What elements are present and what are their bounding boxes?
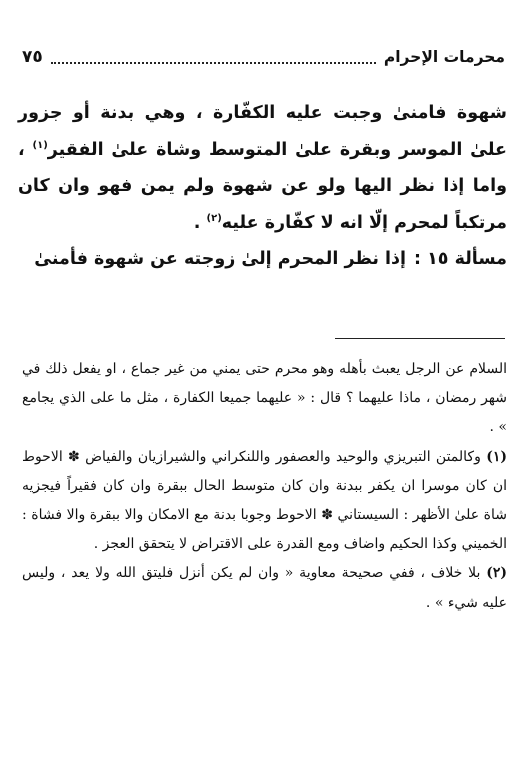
footnote-ref-1: (١) [32, 139, 48, 151]
footnote-number: (٢) [486, 565, 508, 582]
footnote-1 [22, 443, 507, 560]
footnote-2 [22, 559, 507, 617]
issue-heading [18, 241, 507, 278]
footnote-number: (١) [486, 448, 507, 465]
running-title: محرمات الإحرام [383, 48, 505, 66]
footnote-separator [335, 338, 505, 339]
footnotes [22, 355, 507, 618]
header-dotted-leader [51, 50, 376, 64]
main-text [18, 95, 507, 278]
page-header [22, 44, 505, 70]
issue-label: مسألة ١٥ : [414, 249, 507, 269]
main-paragraph [18, 95, 507, 241]
footnote-text: بلا خلاف ، ففي صحيحة معاوية « وان لم يكن أنزل فليتق الله ولا يعد ، وليس عليه شيء » . [22, 565, 507, 611]
footnote-continuation: السلام عن الرجل يعبث بأهله وهو محرم حتى يمني من غير جماع ، او يفعل ذلك في شهر رمضان ، ماذا عليهما ؟ قال : « عليهما جميعا الكفارة ، مثل ما على الذي يجامع » . [22, 361, 507, 436]
page-number: ٧٥ [22, 47, 43, 67]
main-text-part: شهوة فامنىٰ وجبت عليه الكفّارة ، وهي بدنة أو جزور علىٰ الموسر وبقرة علىٰ المتوسط وشاة علىٰ الفقير [18, 103, 507, 160]
main-text-part: ، واما إذا نظر اليها ولو عن شهوة ولم يمن فهو وان كان مرتكباً لمحرم إلّا انه لا كفّارة عليه [18, 139, 507, 233]
issue-text: إذا نظر المحرم إلىٰ زوجته عن شهوة فأمنىٰ [34, 249, 407, 269]
footnote-text: وكالمتن التبريزي والوحيد والعصفور واللنكراني والشيرازيان والفياض ✽ الاحوط ان كان موسرا ان يكفر ببدنة وان كان متوسط الحال ببقرة وان كان فقيراً فيجزيه شاة علىٰ الأظهر : السيستاني ✽ الاحوط وجوبا بدنة مع الامكان والا ببقرة والا فشاة : الخميني وكذا الحكيم واضاف ومع القدرة على الاقتراض لا يتحقق العجز . [22, 448, 507, 553]
main-text-part: . [193, 212, 207, 233]
footnote-ref-2: (٢) [206, 212, 222, 224]
